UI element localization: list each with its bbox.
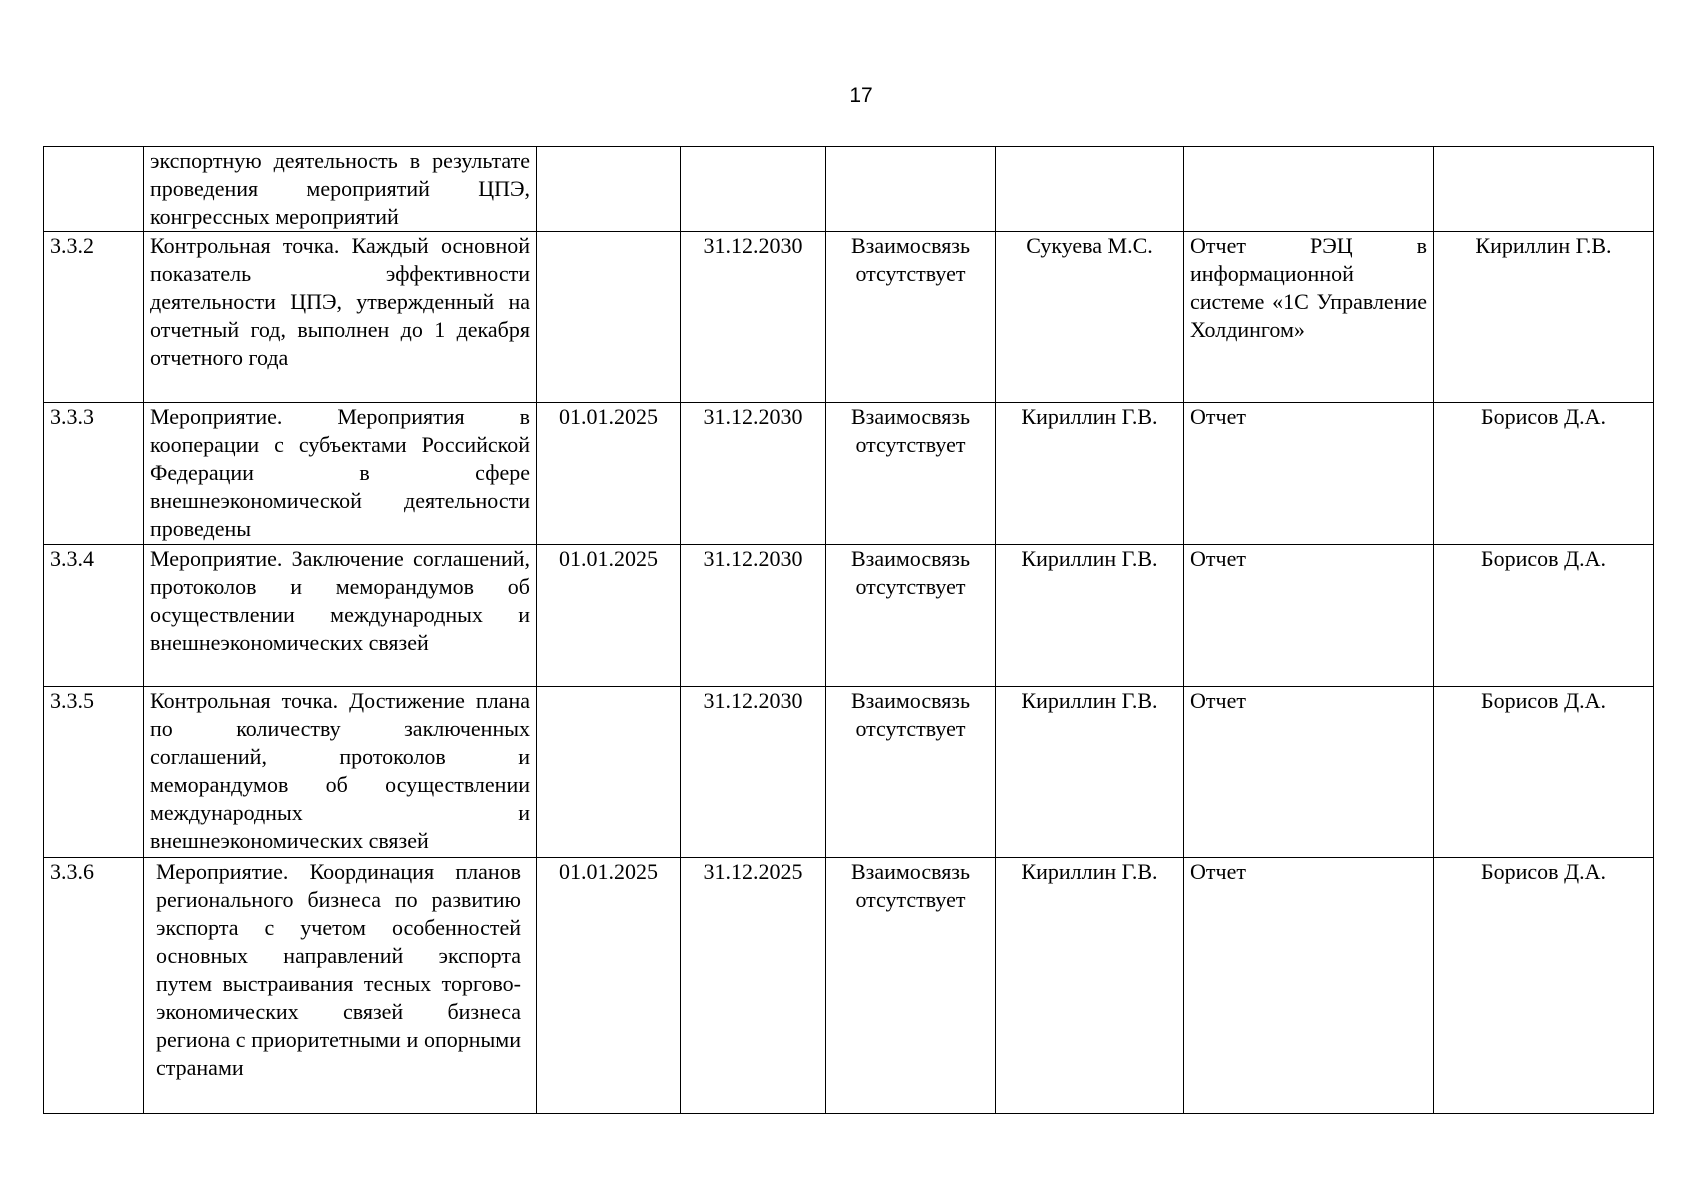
- relation: Взаимосвязь отсутствует: [826, 232, 996, 403]
- start-date: [537, 147, 681, 232]
- item-description: Мероприятие. Мероприятия в кооперации с субъектами Российской Федерации в сфере внешнеэкономической деятельности проведены: [144, 403, 537, 545]
- end-date: 31.12.2025: [681, 858, 826, 1114]
- relation: [826, 147, 996, 232]
- plan-table: [43, 146, 1654, 1114]
- relation: Взаимосвязь отсутствует: [826, 687, 996, 858]
- responsible: Кириллин Г.В.: [996, 403, 1184, 545]
- result-document: [1184, 147, 1434, 232]
- result-document: Отчет: [1184, 403, 1434, 545]
- relation: Взаимосвязь отсутствует: [826, 403, 996, 545]
- item-description: экспортную деятельность в результате проведения мероприятий ЦПЭ, конгрессных мероприятий: [144, 147, 537, 232]
- page-number: 17: [849, 84, 873, 107]
- result-document: Отчет: [1184, 545, 1434, 687]
- item-number: 3.3.3: [44, 403, 144, 545]
- start-date: 01.01.2025: [537, 403, 681, 545]
- item-description: Мероприятие. Координация планов регионального бизнеса по развитию экспорта с учетом особенностей основных направлений экспорта путем выстраивания тесных торгово-экономических связей бизнеса региона с приоритетными и опорными странами: [144, 858, 537, 1114]
- end-date: [681, 147, 826, 232]
- controller: Кириллин Г.В.: [1434, 232, 1654, 403]
- responsible: Кириллин Г.В.: [996, 687, 1184, 858]
- relation: Взаимосвязь отсутствует: [826, 545, 996, 687]
- end-date: 31.12.2030: [681, 403, 826, 545]
- responsible: Кириллин Г.В.: [996, 545, 1184, 687]
- item-description: Мероприятие. Заключение соглашений, протоколов и меморандумов об осуществлении международных и внешнеэкономических связей: [144, 545, 537, 687]
- responsible: Сукуева М.С.: [996, 232, 1184, 403]
- result-document: Отчет: [1184, 687, 1434, 858]
- table-row: [44, 687, 1654, 858]
- start-date: [537, 232, 681, 403]
- result-document: Отчет: [1184, 858, 1434, 1114]
- table-row: [44, 403, 1654, 545]
- start-date: 01.01.2025: [537, 545, 681, 687]
- table-row: [44, 545, 1654, 687]
- item-description: Контрольная точка. Каждый основной показатель эффективности деятельности ЦПЭ, утвержденный на отчетный год, выполнен до 1 декабря отчетного года: [144, 232, 537, 403]
- controller: Борисов Д.А.: [1434, 545, 1654, 687]
- controller: Борисов Д.А.: [1434, 858, 1654, 1114]
- item-number: 3.3.5: [44, 687, 144, 858]
- table-row: [44, 147, 1654, 232]
- start-date: 01.01.2025: [537, 858, 681, 1114]
- controller: Борисов Д.А.: [1434, 687, 1654, 858]
- item-number: 3.3.4: [44, 545, 144, 687]
- item-number: 3.3.6: [44, 858, 144, 1114]
- start-date: [537, 687, 681, 858]
- table-row: [44, 232, 1654, 403]
- table-row: [44, 858, 1654, 1114]
- relation: Взаимосвязь отсутствует: [826, 858, 996, 1114]
- controller: [1434, 147, 1654, 232]
- end-date: 31.12.2030: [681, 687, 826, 858]
- responsible: [996, 147, 1184, 232]
- item-number: 3.3.2: [44, 232, 144, 403]
- end-date: 31.12.2030: [681, 545, 826, 687]
- responsible: Кириллин Г.В.: [996, 858, 1184, 1114]
- item-number: [44, 147, 144, 232]
- end-date: 31.12.2030: [681, 232, 826, 403]
- result-document: Отчет РЭЦ в информационной системе «1С Управление Холдингом»: [1184, 232, 1434, 403]
- item-description: Контрольная точка. Достижение плана по количеству заключенных соглашений, протоколов и меморандумов об осуществлении международных и внешнеэкономических связей: [144, 687, 537, 858]
- controller: Борисов Д.А.: [1434, 403, 1654, 545]
